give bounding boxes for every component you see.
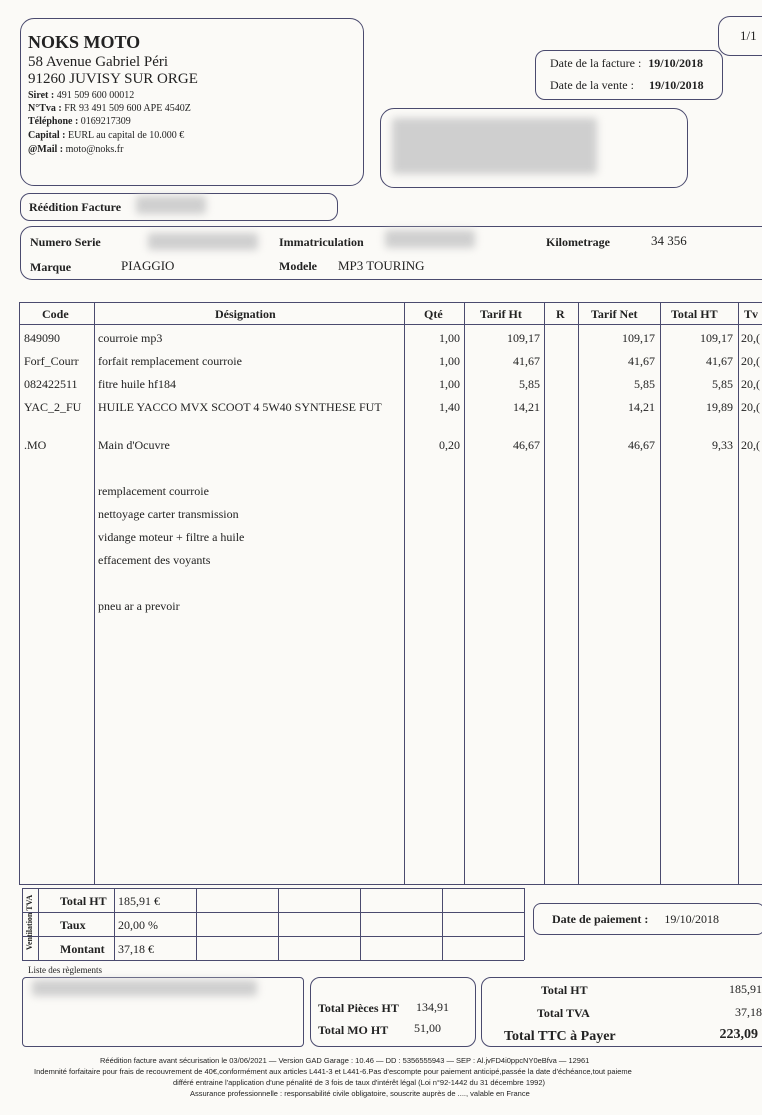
col-header-code: Code — [42, 307, 69, 321]
model-label: Modele — [279, 259, 317, 273]
row-tarif-net: 5,85 — [634, 377, 655, 391]
customer-address-redacted — [392, 118, 597, 174]
row-tarif-ht: 41,67 — [513, 354, 540, 368]
brand-label: Marque — [30, 260, 72, 274]
vat-col-line — [114, 888, 115, 960]
serial-label: Numero Serie — [30, 235, 101, 249]
row-tarif-ht: 109,17 — [507, 331, 540, 345]
row-qte: 1,40 — [439, 400, 460, 414]
footer-line2: Indemnité forfaitaire pour frais de recouvrement de 40€,conformément aux articles L441-3 et L441-6.Pas d'escompte pour paiement anticipé,passée la date d'échéance,tout paieme — [34, 1067, 632, 1076]
vat-amount-label: Montant — [60, 942, 105, 956]
pieces-total-label: Total Pièces HT — [318, 1001, 399, 1015]
row-tarif-ht: 5,85 — [519, 377, 540, 391]
vat-total-ht-label: Total HT — [60, 894, 107, 908]
note-line: pneu ar a prevoir — [98, 599, 180, 613]
vat-col-line — [524, 888, 525, 960]
row-total-ht: 41,67 — [706, 354, 733, 368]
row-designation: HUILE YACCO MVX SCOOT 4 5W40 SYNTHESE FUT — [98, 400, 382, 414]
note-line: remplacement courroie — [98, 484, 209, 498]
row-tva: 20,( — [741, 400, 760, 414]
pieces-total-value: 134,91 — [416, 1000, 449, 1014]
vat-row-line — [22, 912, 524, 913]
invoice-number-redacted — [136, 196, 206, 214]
col-header-tarif-net: Tarif Net — [591, 307, 638, 321]
settlements-redacted — [32, 980, 257, 996]
table-bottom-border — [19, 884, 762, 885]
company-mail: @Mail : moto@noks.fr — [28, 144, 124, 155]
table-col-line — [464, 302, 465, 884]
row-qte: 1,00 — [439, 331, 460, 345]
company-siret: Siret : 491 509 600 00012 — [28, 90, 135, 101]
invoice-date: Date de la facture : 19/10/2018 — [550, 56, 703, 70]
table-col-line — [544, 302, 545, 884]
company-capital: Capital : EURL au capital de 10.000 € — [28, 130, 185, 141]
footer-line1: Réédition facture avant sécurisation le 03/06/2021 — Version GAD Garage : 10.46 — DD : 5356555943 — SEP : Al.jvFD4i0ppcNY0eBfva — 12961 — [100, 1056, 590, 1065]
table-col-line — [19, 302, 20, 884]
row-tarif-net: 41,67 — [628, 354, 655, 368]
vat-col-line — [278, 888, 279, 960]
row-tva: 20,( — [741, 331, 760, 345]
mileage-value: 34 356 — [651, 233, 687, 248]
table-col-line — [660, 302, 661, 884]
vat-vertical-label: Ventilation TVA — [25, 894, 35, 951]
company-name: NOKS MOTO — [28, 32, 141, 52]
vat-rate-value: 20,00 % — [118, 918, 158, 932]
row-tarif-net: 46,67 — [628, 438, 655, 452]
serial-redacted — [148, 233, 258, 250]
row-designation: fitre huile hf184 — [98, 377, 176, 391]
row-qte: 0,20 — [439, 438, 460, 452]
mo-total-label: Total MO HT — [318, 1023, 389, 1037]
col-header-tva: Tv — [744, 307, 759, 321]
grand-total-ht-value: 185,91 — [729, 982, 762, 996]
row-tarif-ht: 14,21 — [513, 400, 540, 414]
row-tarif-net: 14,21 — [628, 400, 655, 414]
row-tva: 20,( — [741, 354, 760, 368]
row-code: 082422511 — [24, 377, 78, 391]
row-designation: forfait remplacement courroie — [98, 354, 242, 368]
vat-rate-label: Taux — [60, 918, 86, 932]
settlements-label: Liste des règlements — [28, 965, 102, 975]
col-header-designation: Désignation — [215, 307, 276, 321]
row-qte: 1,00 — [439, 354, 460, 368]
payment-date: Date de paiement : 19/10/2018 — [552, 912, 719, 926]
table-col-line — [578, 302, 579, 884]
col-header-r: R — [556, 307, 565, 321]
row-tarif-net: 109,17 — [622, 331, 655, 345]
vat-col-line — [196, 888, 197, 960]
vat-row-line — [22, 888, 524, 889]
vat-col-line — [360, 888, 361, 960]
mo-total-value: 51,00 — [414, 1021, 441, 1035]
row-designation: Main d'Ocuvre — [98, 438, 170, 452]
row-code: .MO — [24, 438, 47, 452]
row-code: Forf_Courr — [24, 354, 79, 368]
grand-total-ttc-label: Total TTC à Payer — [504, 1029, 616, 1044]
table-col-line — [94, 302, 95, 884]
row-total-ht: 19,89 — [706, 400, 733, 414]
page-number: 1/1 — [740, 28, 757, 43]
company-tva: N°Tva : FR 93 491 509 600 APE 4540Z — [28, 103, 191, 114]
footer-line3: différé entraine l'application d'une pénalité de 3 fois de taux d'intérêt légal (Loi n°92-1442 du 31 décembre 1992) — [173, 1078, 545, 1087]
vat-total-ht-value: 185,91 € — [118, 894, 160, 908]
company-phone: Téléphone : 0169217309 — [28, 116, 131, 127]
note-line: nettoyage carter transmission — [98, 507, 239, 521]
registration-label: Immatriculation — [279, 235, 364, 249]
registration-redacted — [385, 230, 475, 248]
vat-col-line — [22, 888, 23, 960]
table-col-line — [738, 302, 739, 884]
vat-row-line — [22, 960, 524, 961]
col-header-qte: Qté — [424, 307, 443, 321]
row-total-ht: 109,17 — [700, 331, 733, 345]
vat-col-line — [442, 888, 443, 960]
company-address-line2: 91260 JUVISY SUR ORGE — [28, 71, 198, 87]
grand-total-ttc-value: 223,09 — [719, 1027, 758, 1042]
col-header-tarif-ht: Tarif Ht — [480, 307, 522, 321]
row-total-ht: 9,33 — [712, 438, 733, 452]
row-qte: 1,00 — [439, 377, 460, 391]
note-line: effacement des voyants — [98, 553, 211, 567]
model-value: MP3 TOURING — [338, 258, 425, 273]
grand-total-ht-label: Total HT — [541, 983, 588, 997]
reedition-label: Réédition Facture — [29, 200, 122, 214]
col-header-total-ht: Total HT — [671, 307, 718, 321]
grand-total-tva-label: Total TVA — [537, 1006, 590, 1020]
table-top-border — [19, 302, 762, 303]
note-line: vidange moteur + filtre a huile — [98, 530, 245, 544]
mileage-label: Kilometrage — [546, 235, 610, 249]
row-code: YAC_2_FU — [24, 400, 82, 414]
brand-value: PIAGGIO — [121, 258, 175, 273]
row-designation: courroie mp3 — [98, 331, 163, 345]
row-code: 849090 — [24, 331, 60, 345]
vat-col-line — [38, 888, 39, 960]
row-tva: 20,( — [741, 438, 760, 452]
sale-date: Date de la vente : 19/10/2018 — [550, 78, 704, 92]
table-col-line — [404, 302, 405, 884]
table-header-bottom — [19, 324, 762, 325]
row-tarif-ht: 46,67 — [513, 438, 540, 452]
vat-amount-value: 37,18 € — [118, 942, 154, 956]
vat-row-line — [22, 936, 524, 937]
row-tva: 20,( — [741, 377, 760, 391]
footer-line4: Assurance professionnelle : responsabilité civile obligatoire, souscrite auprès de ...., valable en France — [190, 1089, 530, 1098]
company-address-line1: 58 Avenue Gabriel Péri — [28, 54, 169, 70]
grand-total-tva-value: 37,18 — [735, 1005, 762, 1019]
row-total-ht: 5,85 — [712, 377, 733, 391]
